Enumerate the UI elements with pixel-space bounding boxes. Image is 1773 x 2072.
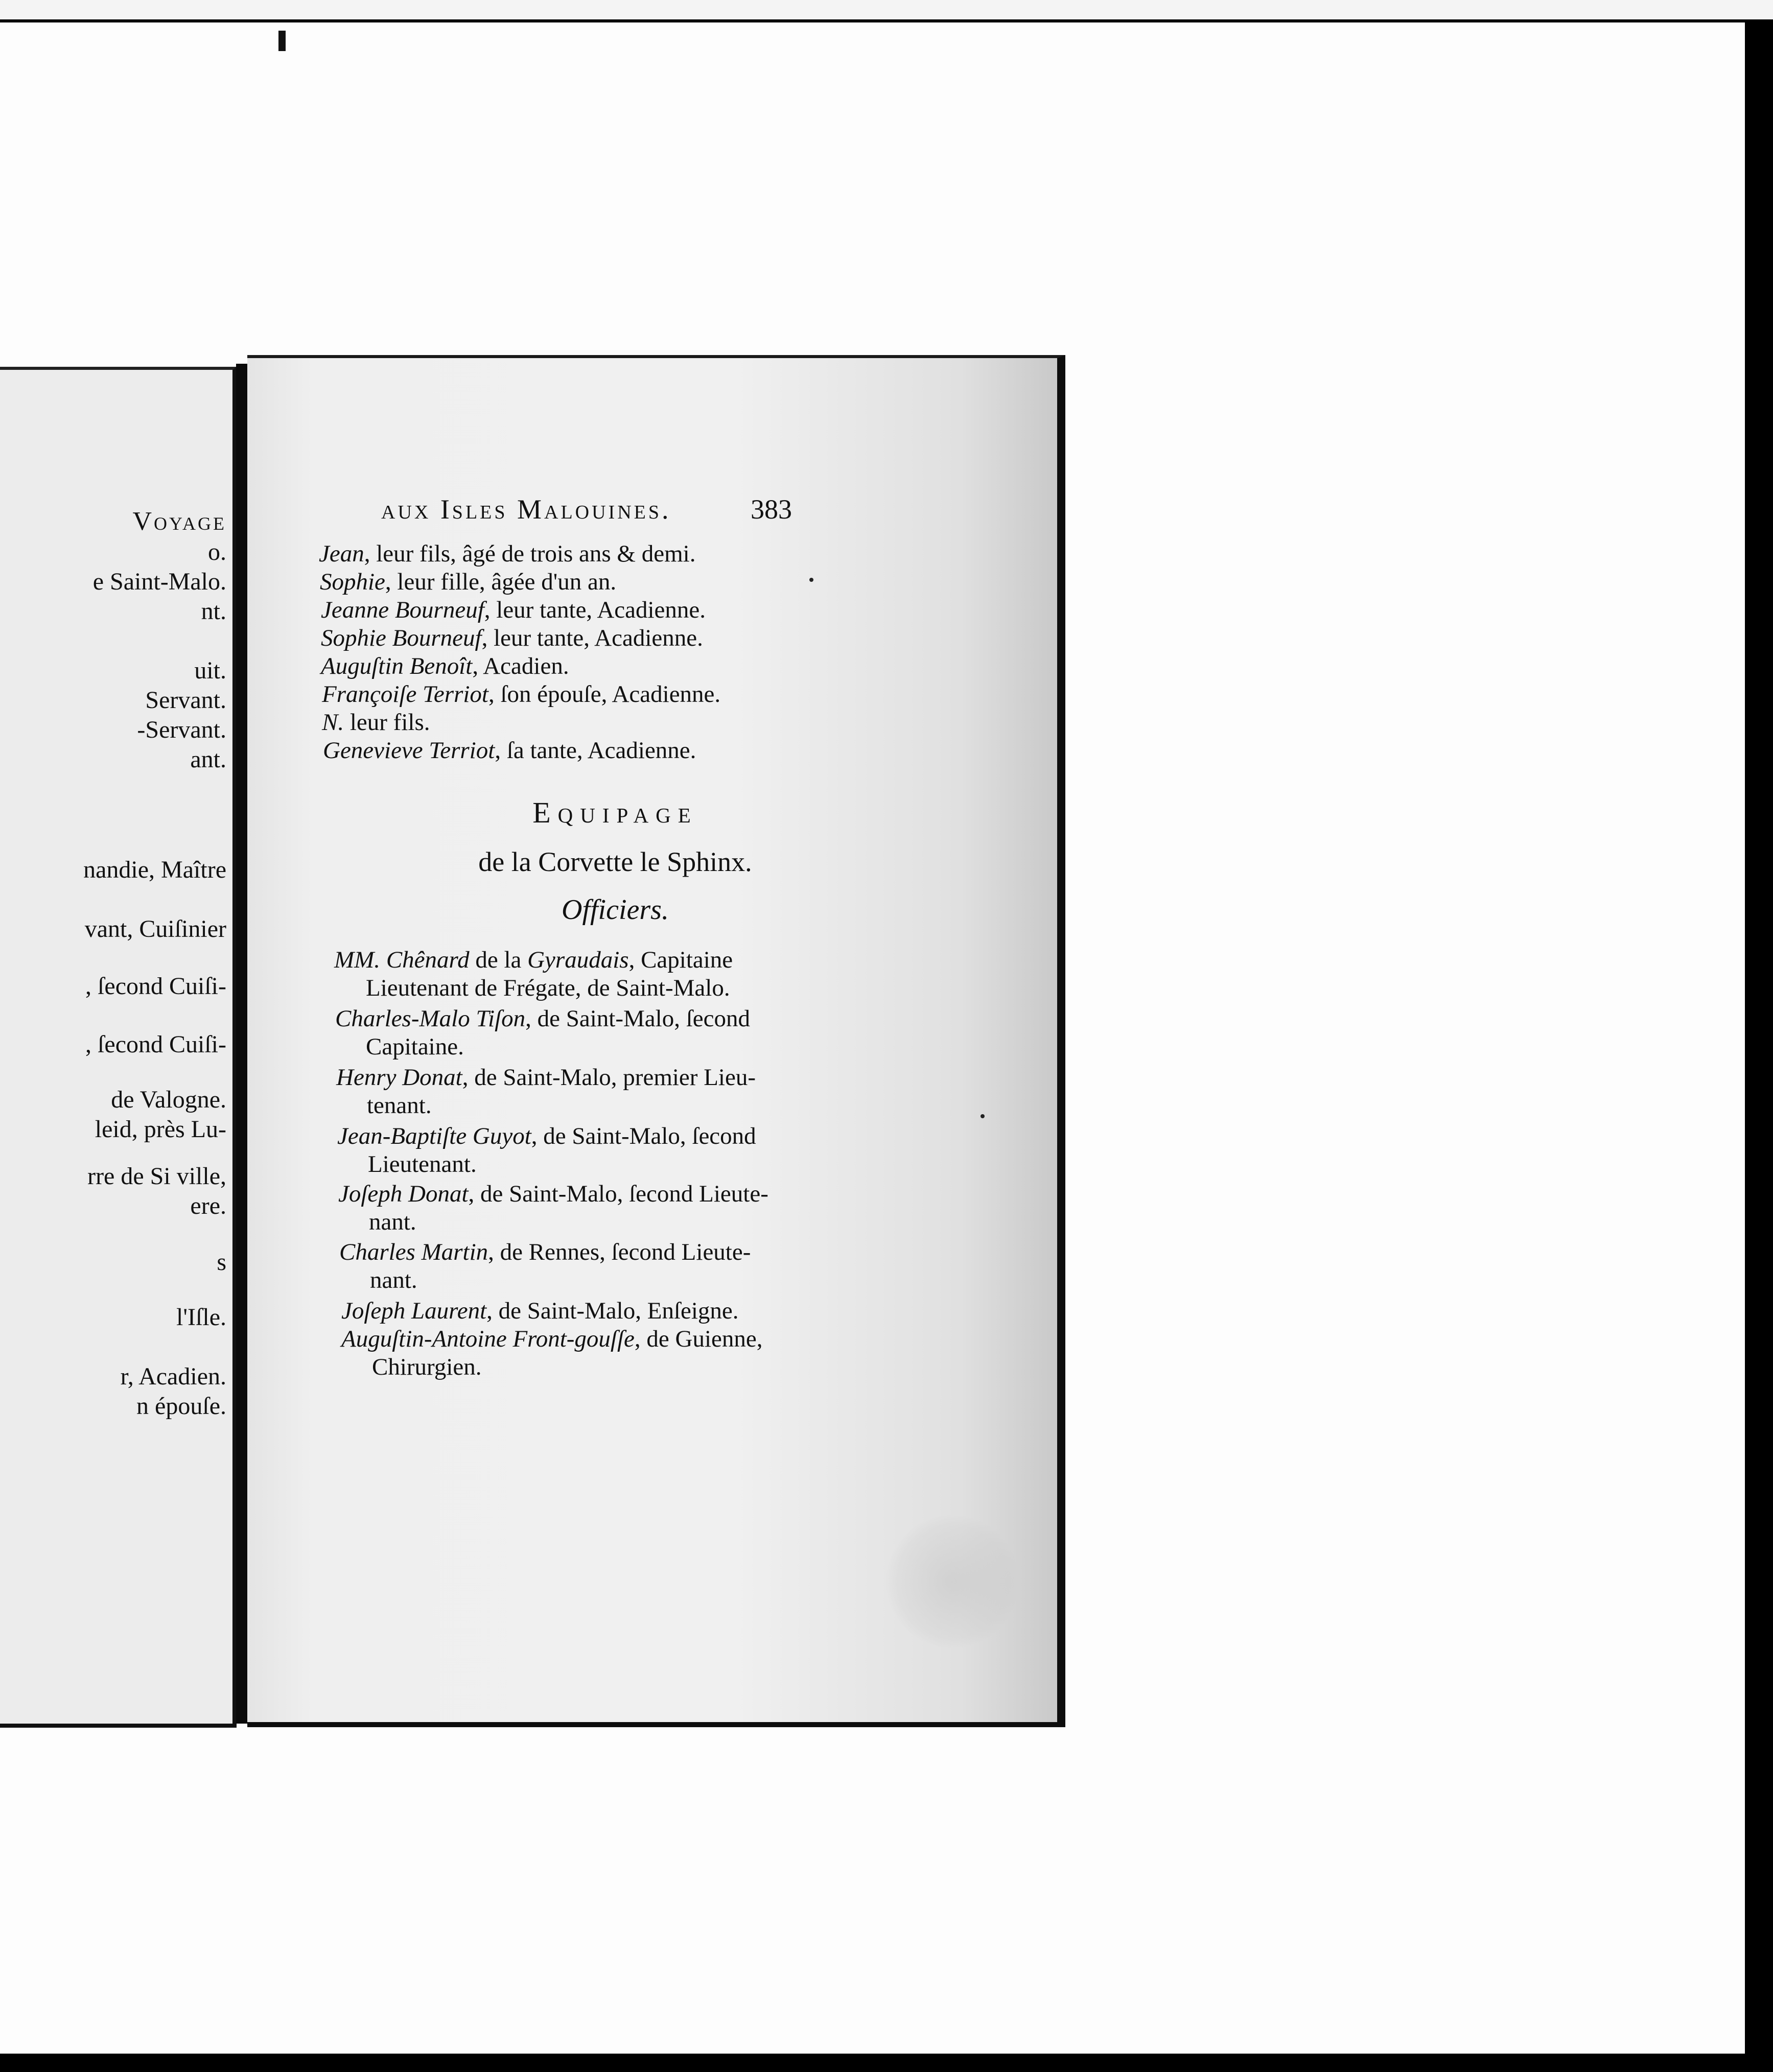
entry-text: , ſon épouſe, Acadienne. — [488, 681, 721, 708]
passenger-entry — [320, 568, 616, 596]
entry-text: , leur fille, âgée d'un an. — [385, 569, 617, 595]
person-name: Auguſtin Benoît — [321, 653, 473, 679]
person-name-2: Gyraudais — [527, 947, 629, 973]
entry-text: , de Guienne, — [634, 1326, 763, 1352]
left-page-line: leid, près Lu- — [95, 1116, 226, 1143]
left-page-line: l'Iſle. — [176, 1304, 226, 1331]
ink-speck — [809, 578, 813, 582]
section-subtitle: de la Corvette le Sphinx. — [478, 846, 752, 877]
officer-entry-continuation: Lieutenant. — [368, 1151, 477, 1178]
left-page-line: nt. — [201, 598, 226, 625]
entry-text-rest: , Capitaine — [628, 947, 733, 973]
officer-entry-continuation: Chirurgien. — [372, 1354, 482, 1380]
right-page — [247, 355, 1065, 1727]
left-page-line: de Valogne. — [111, 1086, 226, 1113]
passenger-entry — [322, 708, 430, 737]
entry-text: , de Saint-Malo, premier Lieu- — [462, 1064, 756, 1091]
officer-entry — [334, 946, 733, 974]
left-page-line: o. — [208, 538, 226, 566]
left-page-line: , ſecond Cuiſi- — [85, 1031, 226, 1058]
entry-text: leur fils. — [344, 709, 430, 736]
book-gutter — [236, 364, 247, 1724]
film-mark — [278, 31, 286, 51]
left-page-line: nandie, Maître — [83, 856, 226, 883]
person-name: Joſeph Donat — [338, 1181, 469, 1207]
section-title: Equipage — [532, 796, 698, 829]
officer-entry — [337, 1122, 756, 1150]
officer-entry-continuation: nant. — [370, 1267, 417, 1293]
officers-heading: Officiers. — [562, 894, 669, 926]
entry-text: de la — [469, 947, 528, 973]
person-name: Charles Martin — [339, 1239, 488, 1265]
entry-text: , de Rennes, ſecond Lieute- — [488, 1239, 751, 1265]
entry-prefix: MM. — [334, 947, 386, 973]
entry-text: , leur fils, âgé de trois ans & demi. — [364, 540, 696, 567]
ink-speck — [981, 1114, 985, 1118]
left-page-line: ere. — [190, 1192, 226, 1219]
entry-text: , de Saint-Malo, ſecond — [531, 1123, 756, 1149]
passenger-entry — [323, 736, 696, 765]
person-name: Sophie — [320, 569, 385, 595]
passenger-entry — [321, 596, 706, 624]
entry-text: , de Saint-Malo, ſecond — [525, 1005, 750, 1032]
passenger-entry — [321, 624, 703, 652]
entry-text: , leur tante, Acadienne. — [484, 597, 706, 623]
left-page-line: Servant. — [145, 687, 226, 714]
officer-entry-continuation: tenant. — [367, 1092, 432, 1119]
person-name: N. — [322, 709, 344, 736]
person-name: Françoiſe Terriot — [322, 681, 488, 708]
left-page-line: ant. — [190, 746, 226, 773]
frame-top-edge — [0, 0, 1773, 22]
left-page-line: , ſecond Cuiſi- — [85, 973, 226, 1000]
person-name: Charles-Malo Tiſon — [335, 1005, 526, 1032]
officer-entry — [338, 1180, 768, 1208]
passenger-entry — [322, 680, 720, 709]
officer-entry — [341, 1325, 763, 1353]
left-page-line: e Saint-Malo. — [92, 568, 226, 595]
entry-text: , de Saint-Malo, ſecond Lieute- — [468, 1181, 768, 1207]
officer-entry — [335, 1004, 750, 1033]
officer-entry — [336, 1063, 756, 1092]
person-name: Jean-Baptiſte Guyot — [337, 1123, 531, 1149]
officer-entry-continuation: Lieutenant de Frégate, de Saint-Malo. — [366, 975, 730, 1001]
person-name: Chênard — [386, 947, 470, 973]
left-page-line: rre de Si ville, — [87, 1163, 226, 1190]
left-page-line: r, Acadien. — [120, 1363, 226, 1390]
entry-text: , ſa tante, Acadienne. — [495, 737, 696, 764]
person-name: Henry Donat — [336, 1064, 462, 1091]
officer-entry — [339, 1238, 751, 1266]
person-name: Sophie Bourneuf — [321, 625, 482, 651]
entry-text: , leur tante, Acadienne. — [481, 625, 703, 651]
person-name: Genevieve Terriot — [323, 737, 495, 764]
person-name: Auguſtin-Antoine Front-gouſſe — [341, 1326, 635, 1352]
running-head: aux Isles Malouines. — [381, 494, 671, 525]
person-name: Jeanne Bourneuf — [321, 597, 484, 623]
left-page-line: s — [217, 1249, 226, 1276]
left-page-line: vant, Cuiſinier — [84, 915, 226, 943]
person-name: Jean — [319, 540, 364, 567]
left-page-line: -Servant. — [137, 716, 226, 743]
left-page-line: n épouſe. — [136, 1393, 226, 1420]
left-page — [0, 367, 237, 1728]
passenger-entry — [321, 652, 569, 680]
officer-entry-continuation: nant. — [369, 1209, 416, 1235]
entry-text: , Acadien. — [472, 653, 569, 679]
entry-text: , de Saint-Malo, Enſeigne. — [486, 1298, 739, 1324]
left-page-heading: Voyage — [132, 507, 226, 536]
library-stamp — [886, 1515, 1019, 1648]
officer-entry-continuation: Capitaine. — [366, 1033, 464, 1060]
officer-entry — [341, 1297, 739, 1325]
person-name: Joſeph Laurent — [341, 1298, 487, 1324]
left-page-line: uit. — [194, 657, 226, 684]
page-number: 383 — [751, 494, 792, 525]
passenger-entry — [319, 539, 695, 568]
